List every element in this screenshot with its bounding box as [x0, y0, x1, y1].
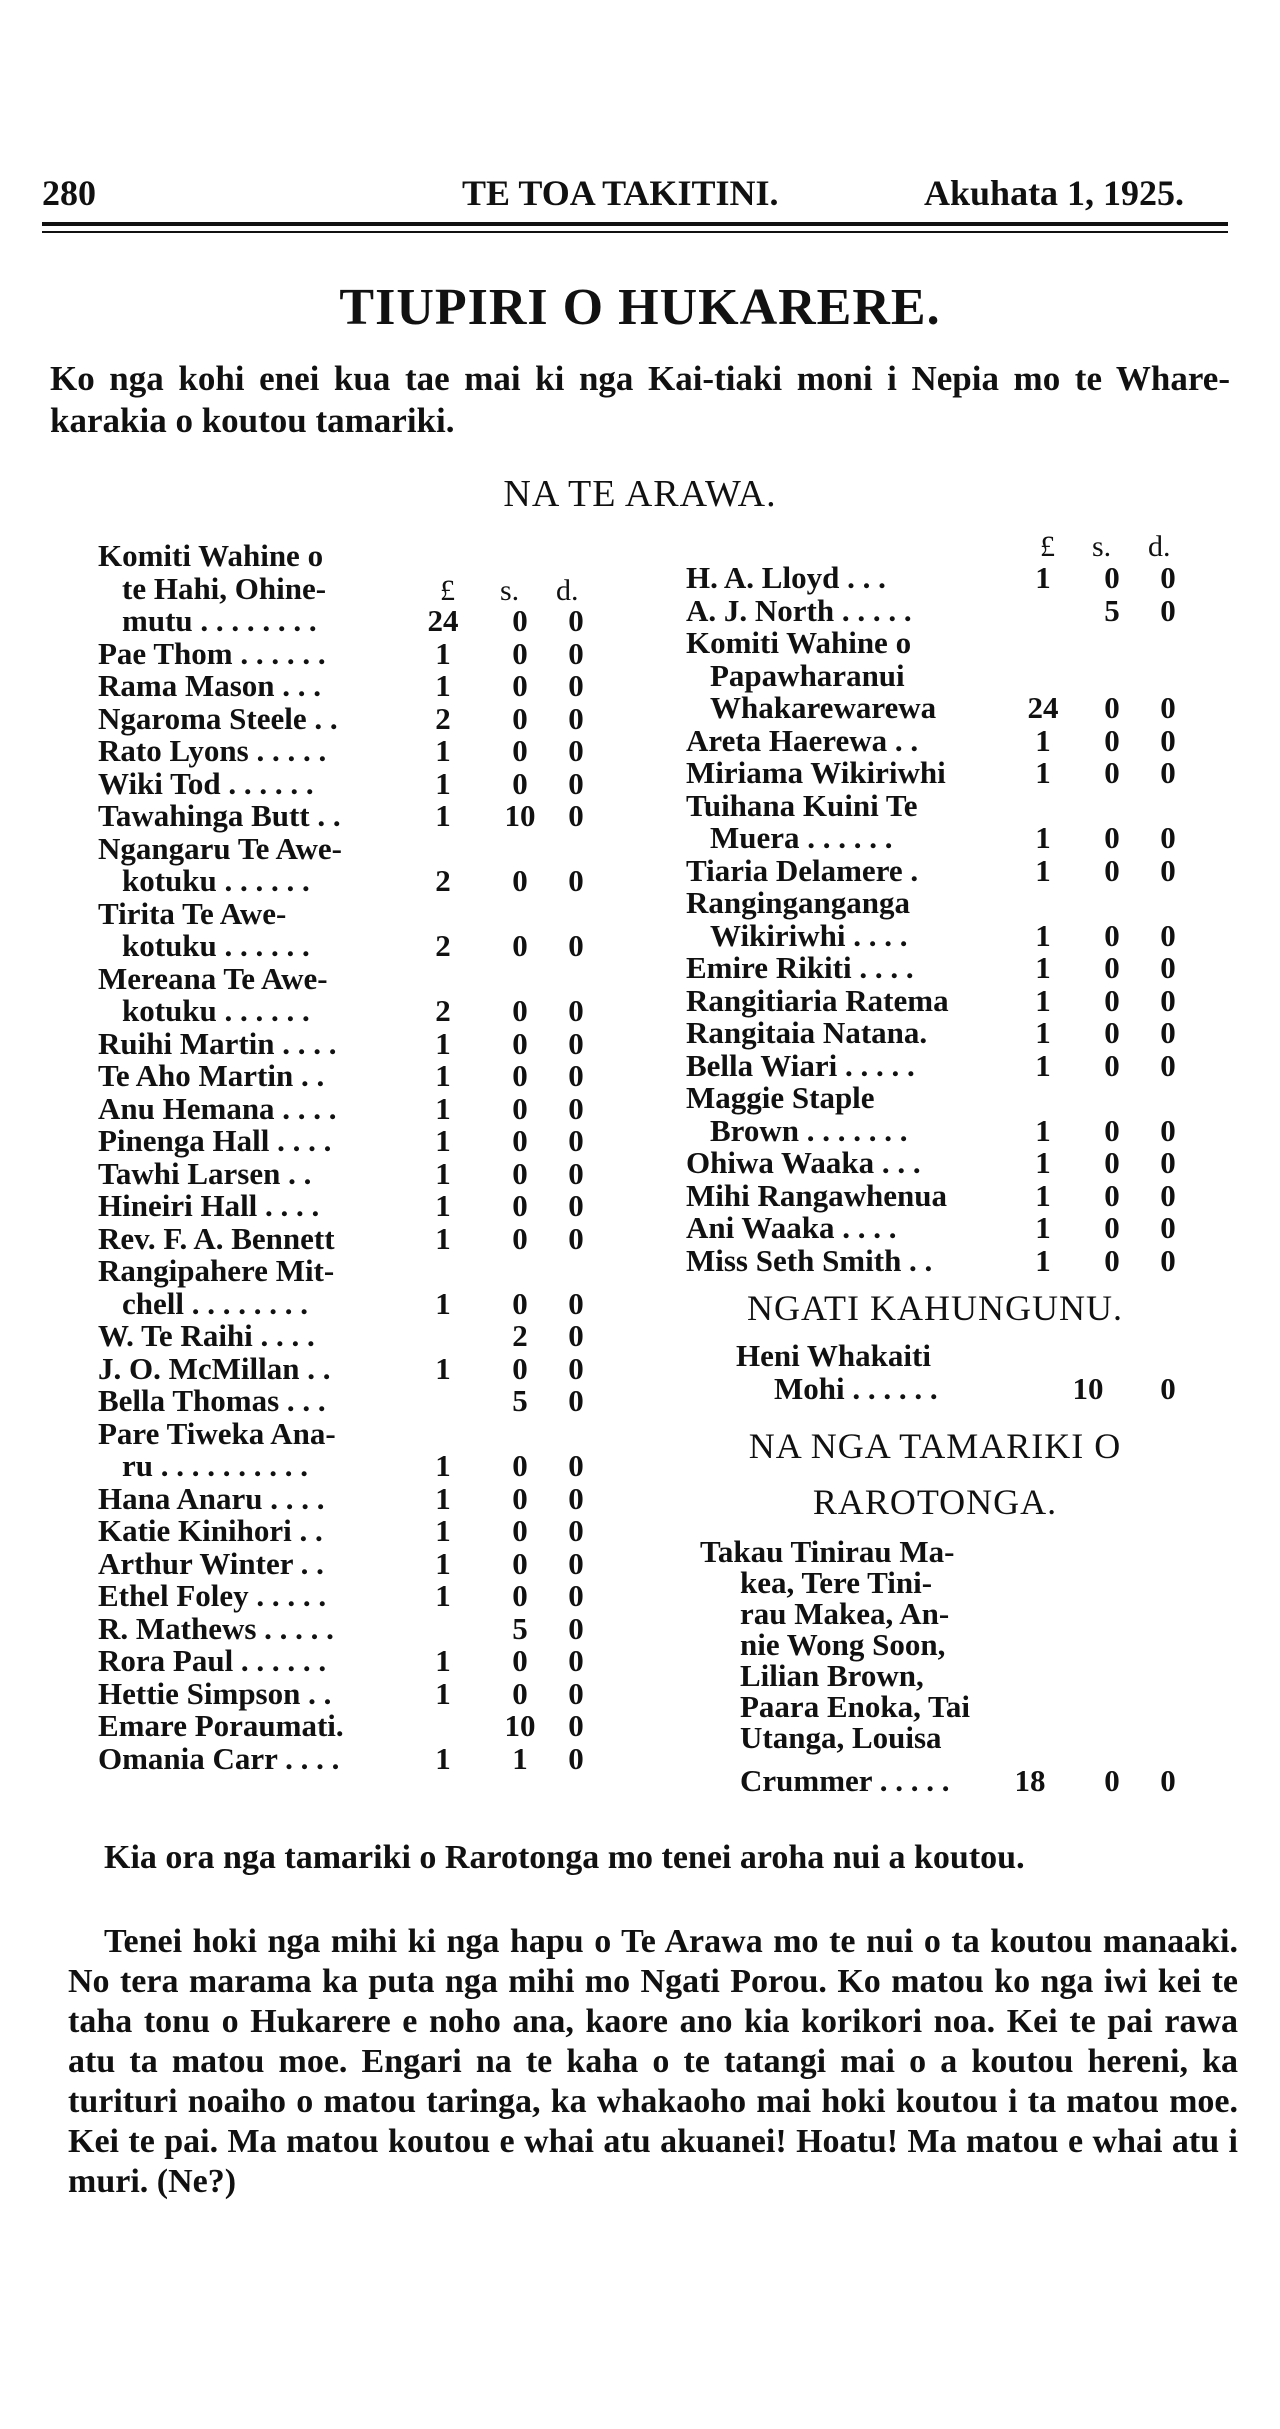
donor-name-cont: ru . . . . . . . . . .: [122, 1448, 308, 1483]
amount-shillings: 0: [512, 733, 528, 768]
issue-date: Akuhata 1, 1925.: [924, 173, 1185, 213]
list-item: [98, 1610, 618, 1646]
intro-paragraph: Ko nga kohi enei kua tae mai ki nga Kai-tiaki moni i Nepia mo te Whare-karakia o koutou tamariki.: [50, 359, 1230, 440]
amount-pounds: 1: [435, 1350, 451, 1386]
amount-pence: 0: [568, 603, 584, 638]
list-item: [98, 830, 618, 898]
page-number: 280: [42, 173, 96, 213]
list-item: kea, Tere Tini-: [740, 1565, 933, 1600]
amount-pounds: 1: [435, 1643, 451, 1678]
amount-pounds: 2: [435, 993, 451, 1028]
amount-pounds: 2: [435, 863, 451, 898]
list-item: [98, 635, 618, 671]
amount-pounds: 1: [435, 1578, 451, 1613]
amount-shillings: 10: [504, 798, 536, 833]
donor-name: Rora Paul . . . . . .: [98, 1643, 327, 1678]
donor-name: Rangipahere Mit-: [98, 1253, 335, 1288]
donor-name-cont: mutu . . . . . . . .: [122, 603, 317, 638]
donor-name: Tirita Te Awe-: [98, 895, 287, 931]
publication-title: TE TOA TAKITINI.: [462, 173, 779, 213]
section-heading-rarotonga: NA NGA TAMARIKI O RAROTONGA.: [748, 1426, 1122, 1522]
list-item: [98, 670, 618, 703]
kahungunu-list: [686, 1340, 1206, 1420]
amount-shillings: 0: [512, 1513, 528, 1548]
list-item: [686, 1082, 1206, 1147]
donor-name: J. O. McMillan . .: [98, 1350, 331, 1386]
donor-name: Katie Kinihori . .: [98, 1513, 323, 1548]
amount-pence: 0: [1160, 852, 1176, 888]
amount-shillings: 0: [1104, 917, 1120, 953]
list-item: Takau Tinirau Ma-: [700, 1534, 955, 1569]
amount-pence: 0: [568, 1025, 584, 1061]
paragraph-thanks: Kia ora nga tamariki o Rarotonga mo tenei aroha nui a koutou.: [104, 1839, 1025, 1876]
amount-pounds: 24: [427, 603, 459, 638]
amount-shillings: 0: [512, 700, 528, 736]
amount-shillings: 0: [1104, 1145, 1120, 1180]
list-item: Utanga, Louisa: [740, 1720, 942, 1755]
list-item: [686, 982, 1206, 1018]
amount-shillings: 0: [1104, 982, 1120, 1018]
amount-pounds: 1: [1035, 755, 1051, 790]
donor-name: Maggie Staple: [686, 1080, 875, 1115]
donor-name: Rato Lyons . . . . .: [98, 733, 327, 768]
amount-pence: 0: [1160, 1112, 1176, 1148]
list-item: [98, 800, 618, 833]
amount-pounds: 1: [435, 1513, 451, 1548]
amount-pounds: 1: [1035, 722, 1051, 758]
amount-shillings: 0: [512, 668, 528, 703]
amount-pence: 0: [568, 993, 584, 1028]
list-item: [686, 757, 1206, 790]
donor-name: Ngangaru Te Awe-: [98, 830, 343, 866]
amount-shillings: 0: [512, 1350, 528, 1386]
amount-shillings: 0: [512, 1643, 528, 1678]
amount-pence: 0: [1160, 917, 1176, 953]
donor-name: Pare Tiweka Ana-: [98, 1415, 336, 1451]
amount-pence: 0: [1160, 560, 1176, 595]
amount-shillings: 0: [1104, 1177, 1120, 1213]
donor-name: H. A. Lloyd . . .: [686, 560, 886, 595]
amount-pence: 0: [568, 1448, 584, 1483]
amount-pounds: 1: [435, 765, 451, 801]
amount-shillings: 5: [512, 1383, 528, 1418]
amount-shillings: 0: [512, 1448, 528, 1483]
donor-name: Ani Waaka . . . .: [686, 1210, 897, 1245]
list-item: [686, 1212, 1206, 1245]
list-item: [98, 1320, 618, 1353]
list-item: [98, 1710, 618, 1743]
amount-pounds: 1: [1035, 950, 1051, 985]
amount-shillings: 0: [512, 1123, 528, 1158]
amount-pounds: 1: [435, 1675, 451, 1711]
amount-pence: 0: [568, 1708, 584, 1743]
running-header: [42, 172, 1228, 222]
amount-pounds: 1: [1035, 982, 1051, 1018]
article-title: TIUPIRI O HUKARERE.: [339, 279, 941, 336]
donor-name-cont: Muera . . . . . .: [710, 820, 893, 855]
amount-pence: 0: [568, 1350, 584, 1386]
amount-pence: 0: [568, 1220, 584, 1256]
list-item: [98, 1155, 618, 1191]
list-item: [98, 895, 618, 963]
list-item: [98, 1415, 618, 1483]
list-item: [686, 1047, 1206, 1083]
amount-shillings: 0: [512, 1285, 528, 1321]
amount-pence: 0: [568, 1090, 584, 1126]
amount-shillings: 0: [512, 1155, 528, 1191]
amount-pounds: 1: [435, 798, 451, 833]
amount-pence: 0: [568, 928, 584, 963]
list-item: Paara Enoka, Tai: [740, 1689, 970, 1724]
amount-pence: 0: [568, 700, 584, 736]
list-item: [700, 1765, 1220, 1797]
donor-name: Anu Hemana . . . .: [98, 1090, 337, 1126]
amount-pounds: 1: [435, 1740, 451, 1776]
amount-pence: 0: [568, 1643, 584, 1678]
list-item: [98, 765, 618, 801]
list-item: [98, 1645, 618, 1678]
amount-pounds: 1: [1035, 1242, 1051, 1278]
donor-name: Rama Mason . . .: [98, 668, 322, 703]
donor-name: Ranginganganga: [686, 885, 910, 920]
amount-pounds: 1: [435, 1545, 451, 1581]
amount-pence: 0: [1160, 1763, 1176, 1798]
list-item: [98, 700, 618, 736]
amount-pounds: 1: [435, 1155, 451, 1191]
amount-shillings: 0: [512, 635, 528, 671]
donor-name: Komiti Wahine o: [686, 625, 912, 660]
donor-name: Areta Haerewa . .: [686, 722, 919, 758]
amount-shillings: 10: [1072, 1371, 1104, 1406]
donor-name: Hana Anaru . . . .: [98, 1480, 325, 1516]
donor-name: Emare Poraumati.: [98, 1708, 344, 1743]
amount-pounds: 1: [435, 1058, 451, 1093]
left-donation-list: [98, 540, 618, 1790]
list-item: [98, 1350, 618, 1386]
amount-pence: 0: [568, 798, 584, 833]
right-pence-header: d.: [1148, 530, 1171, 563]
amount-pence: 0: [568, 765, 584, 801]
list-item: [98, 1220, 618, 1256]
donor-name: Tiaria Delamere .: [686, 852, 919, 888]
donor-name: Rev. F. A. Bennett: [98, 1220, 335, 1256]
donor-name: Emire Rikiti . . . .: [686, 950, 914, 985]
amount-pence: 0: [568, 1480, 584, 1516]
amount-shillings: 0: [512, 993, 528, 1028]
amount-pounds: 1: [435, 1123, 451, 1158]
donor-name: Bella Wiari . . . . .: [686, 1047, 915, 1083]
amount-pence: 0: [1160, 1015, 1176, 1050]
amount-pounds: 1: [435, 1090, 451, 1126]
donor-name-cont: Papawharanui: [710, 657, 905, 693]
amount-pounds: 1: [1035, 1047, 1051, 1083]
left-pounds-header: £: [440, 574, 455, 607]
donor-name-cont: kotuku . . . . . .: [122, 993, 310, 1028]
list-item: [686, 562, 1206, 595]
donor-name: R. Mathews . . . . .: [98, 1610, 334, 1646]
list-item: rau Makea, An-: [740, 1596, 950, 1631]
left-pence-header: d.: [556, 574, 579, 607]
donor-name: Ruihi Martin . . . .: [98, 1025, 337, 1061]
amount-shillings: 2: [512, 1318, 528, 1353]
donor-name: Te Aho Martin . .: [98, 1058, 325, 1093]
donor-name: W. Te Raihi . . . .: [98, 1318, 315, 1353]
amount-shillings: 10: [504, 1708, 536, 1743]
amount-pence: 0: [1160, 950, 1176, 985]
donor-name-cont: Wikiriwhi . . . .: [710, 917, 908, 953]
header-rule-thick: [42, 222, 1228, 226]
amount-pence: 0: [1160, 592, 1176, 628]
section-heading-kahungunu: NGATI KAHUNGUNU.: [747, 1288, 1123, 1328]
list-item: [686, 1177, 1206, 1213]
donor-name: Omania Carr . . . .: [98, 1740, 340, 1776]
amount-pence: 0: [568, 1318, 584, 1353]
amount-shillings: 0: [1104, 820, 1120, 855]
amount-pence: 0: [1160, 1047, 1176, 1083]
amount-shillings: 0: [512, 1058, 528, 1093]
donor-name: Tawahinga Butt . .: [98, 798, 341, 833]
donor-name: Tuihana Kuini Te: [686, 787, 918, 823]
list-item: [98, 1675, 618, 1711]
donor-name-cont: Mohi . . . . . .: [774, 1371, 938, 1406]
donor-name: Pinenga Hall . . . .: [98, 1123, 332, 1158]
amount-pounds: 1: [1035, 917, 1051, 953]
amount-shillings: 0: [512, 1188, 528, 1223]
amount-pence: 0: [568, 1610, 584, 1646]
amount-shillings: 0: [512, 765, 528, 801]
donor-name: Tawhi Larsen . .: [98, 1155, 312, 1191]
amount-shillings: 0: [1104, 852, 1120, 888]
amount-pounds: 2: [435, 700, 451, 736]
list-item: [98, 1515, 618, 1548]
donor-name-cont: Brown . . . . . . .: [710, 1112, 908, 1148]
donor-name: Arthur Winter . .: [98, 1545, 324, 1581]
list-item: [686, 787, 1206, 855]
amount-pence: 0: [568, 1058, 584, 1093]
donor-name-cont: te Hahi, Ohine-: [122, 570, 327, 606]
amount-shillings: 5: [1104, 592, 1120, 628]
left-shillings-header: s.: [500, 574, 520, 607]
list-item: [98, 1480, 618, 1516]
amount-shillings: 0: [1104, 722, 1120, 758]
amount-pence: 0: [1160, 1210, 1176, 1245]
amount-shillings: 0: [512, 1578, 528, 1613]
amount-pounds: 1: [435, 1448, 451, 1483]
donor-name-cont: chell . . . . . . . .: [122, 1285, 308, 1321]
list-item: Lilian Brown,: [740, 1658, 924, 1693]
donor-name: Komiti Wahine o: [98, 538, 324, 573]
amount-pence: 0: [1160, 1177, 1176, 1213]
amount-pounds: 1: [435, 635, 451, 671]
amount-shillings: 0: [512, 1025, 528, 1061]
donor-name: Miriama Wikiriwhi: [686, 755, 946, 790]
amount-shillings: 0: [1104, 950, 1120, 985]
amount-pounds: 1: [1035, 1177, 1051, 1213]
amount-pence: 0: [568, 1285, 584, 1321]
amount-shillings: 0: [1104, 560, 1120, 595]
amount-pounds: 1: [1035, 560, 1051, 595]
right-shillings-header: s.: [1092, 530, 1112, 563]
amount-pence: 0: [1160, 1371, 1176, 1406]
donor-name-cont: kotuku . . . . . .: [122, 863, 310, 898]
list-item: [98, 540, 618, 638]
amount-shillings: 0: [512, 603, 528, 638]
rarotonga-list: [700, 1536, 1220, 1816]
donor-name-cont: kotuku . . . . . .: [122, 928, 310, 963]
list-item: [686, 1242, 1206, 1278]
donor-name: Rangitiaria Ratema: [686, 982, 949, 1018]
amount-pence: 0: [568, 1740, 584, 1776]
amount-pounds: 18: [1014, 1763, 1046, 1798]
amount-pence: 0: [568, 863, 584, 898]
list-item: [686, 1340, 1206, 1406]
right-donation-list: [686, 562, 1206, 1302]
donor-name-cont: Whakarewarewa: [710, 690, 937, 725]
amount-pence: 0: [568, 733, 584, 768]
amount-pounds: 1: [435, 1480, 451, 1516]
donor-name: Crummer . . . . .: [740, 1763, 950, 1798]
amount-pence: 0: [568, 1578, 584, 1613]
donor-name: Miss Seth Smith . .: [686, 1242, 933, 1278]
list-item: [98, 1255, 618, 1320]
list-item: [98, 1740, 618, 1776]
amount-pence: 0: [568, 1188, 584, 1223]
donor-name: Heni Whakaiti: [736, 1338, 931, 1373]
donor-name: Wiki Tod . . . . . .: [98, 765, 314, 801]
right-pounds-header: £: [1040, 530, 1055, 563]
amount-shillings: 0: [1104, 1047, 1120, 1083]
donor-name: Pae Thom . . . . . .: [98, 635, 326, 671]
amount-pence: 0: [568, 635, 584, 671]
amount-pence: 0: [568, 1545, 584, 1581]
donor-name: Mihi Rangawhenua: [686, 1177, 947, 1213]
amount-pounds: 1: [1035, 1112, 1051, 1148]
amount-pounds: 1: [1035, 1015, 1051, 1050]
amount-pounds: 1: [1035, 1145, 1051, 1180]
list-item: nie Wong Soon,: [740, 1627, 946, 1662]
amount-pence: 0: [1160, 1145, 1176, 1180]
amount-pence: 0: [1160, 690, 1176, 725]
list-item: [686, 1147, 1206, 1180]
list-item: [686, 852, 1206, 888]
header-rule-thin: [42, 231, 1228, 233]
list-item: [98, 1090, 618, 1126]
amount-pounds: 1: [1035, 1210, 1051, 1245]
list-item: [686, 1017, 1206, 1050]
amount-pence: 0: [1160, 755, 1176, 790]
amount-shillings: 0: [1104, 690, 1120, 725]
list-item: [98, 735, 618, 768]
donor-name: A. J. North . . . . .: [686, 592, 912, 628]
list-item: [98, 1385, 618, 1418]
donor-name: Bella Thomas . . .: [98, 1383, 326, 1418]
list-item: [686, 722, 1206, 758]
amount-shillings: 0: [512, 1220, 528, 1256]
list-item: [98, 1190, 618, 1223]
amount-pence: 0: [568, 1123, 584, 1158]
list-item: [98, 1125, 618, 1158]
list-item: [98, 1060, 618, 1093]
amount-shillings: 5: [512, 1610, 528, 1646]
amount-pounds: 1: [1035, 820, 1051, 855]
amount-shillings: 0: [1104, 1242, 1120, 1278]
list-item: [98, 1025, 618, 1061]
list-item: [98, 1545, 618, 1581]
amount-pence: 0: [1160, 982, 1176, 1018]
amount-pounds: 1: [435, 1025, 451, 1061]
amount-shillings: 1: [512, 1740, 528, 1776]
amount-shillings: 0: [512, 863, 528, 898]
paragraph-greetings: Tenei hoki nga mihi ki nga hapu o Te Arawa mo te nui o ta koutou manaaki. No tera marama ka puta nga mihi mo Ngati Porou. Ko matou ko nga iwi kei te taha tonu o Hukarere e noho ana, kaore ano kia korikori noa. Kei te pai rawa atu ta matou moe. Engari na te kaha o te tatangi mai o a koutou hereni, ka turituri noaiho o matou taringa, ka whakaoho mai hoki koutou i ta matou moe. Kei te pai. Ma matou koutou e whai atu akuanei! Hoatu! Ma matou e whai atu i muri. (Ne?): [68, 1923, 1238, 2200]
donor-name: Rangitaia Natana.: [686, 1015, 928, 1050]
amount-shillings: 0: [1104, 755, 1120, 790]
list-item: [686, 887, 1206, 952]
section-heading-arawa: NA TE ARAWA.: [503, 473, 777, 515]
amount-pounds: 24: [1027, 690, 1059, 725]
list-item: [686, 627, 1206, 725]
donor-name: Ethel Foley . . . . .: [98, 1578, 327, 1613]
donor-name: Hettie Simpson . .: [98, 1675, 332, 1711]
amount-shillings: 0: [512, 928, 528, 963]
amount-pounds: 1: [435, 1188, 451, 1223]
amount-pence: 0: [568, 1513, 584, 1548]
amount-pence: 0: [1160, 1242, 1176, 1278]
donor-name: Hineiri Hall . . . .: [98, 1188, 320, 1223]
amount-shillings: 0: [1104, 1112, 1120, 1148]
amount-shillings: 0: [512, 1545, 528, 1581]
amount-pence: 0: [1160, 722, 1176, 758]
amount-pence: 0: [1160, 820, 1176, 855]
amount-pounds: 1: [435, 1220, 451, 1256]
amount-pence: 0: [568, 1383, 584, 1418]
amount-shillings: 0: [512, 1090, 528, 1126]
amount-shillings: 0: [512, 1480, 528, 1516]
donor-name: Ngaroma Steele . .: [98, 700, 338, 736]
amount-pence: 0: [568, 668, 584, 703]
amount-pounds: 1: [435, 1285, 451, 1321]
amount-pounds: 1: [435, 668, 451, 703]
amount-pounds: 1: [1035, 852, 1051, 888]
amount-shillings: 0: [1104, 1015, 1120, 1050]
donor-name: Ohiwa Waaka . . .: [686, 1145, 921, 1180]
amount-shillings: 0: [1104, 1210, 1120, 1245]
amount-pounds: 1: [435, 733, 451, 768]
list-item: [686, 592, 1206, 628]
amount-pence: 0: [568, 1155, 584, 1191]
list-item: [98, 960, 618, 1028]
amount-pence: 0: [568, 1675, 584, 1711]
amount-pounds: 2: [435, 928, 451, 963]
amount-shillings: 0: [1104, 1763, 1120, 1798]
donor-name: Mereana Te Awe-: [98, 960, 328, 996]
list-item: [686, 952, 1206, 985]
amount-shillings: 0: [512, 1675, 528, 1711]
list-item: [98, 1580, 618, 1613]
